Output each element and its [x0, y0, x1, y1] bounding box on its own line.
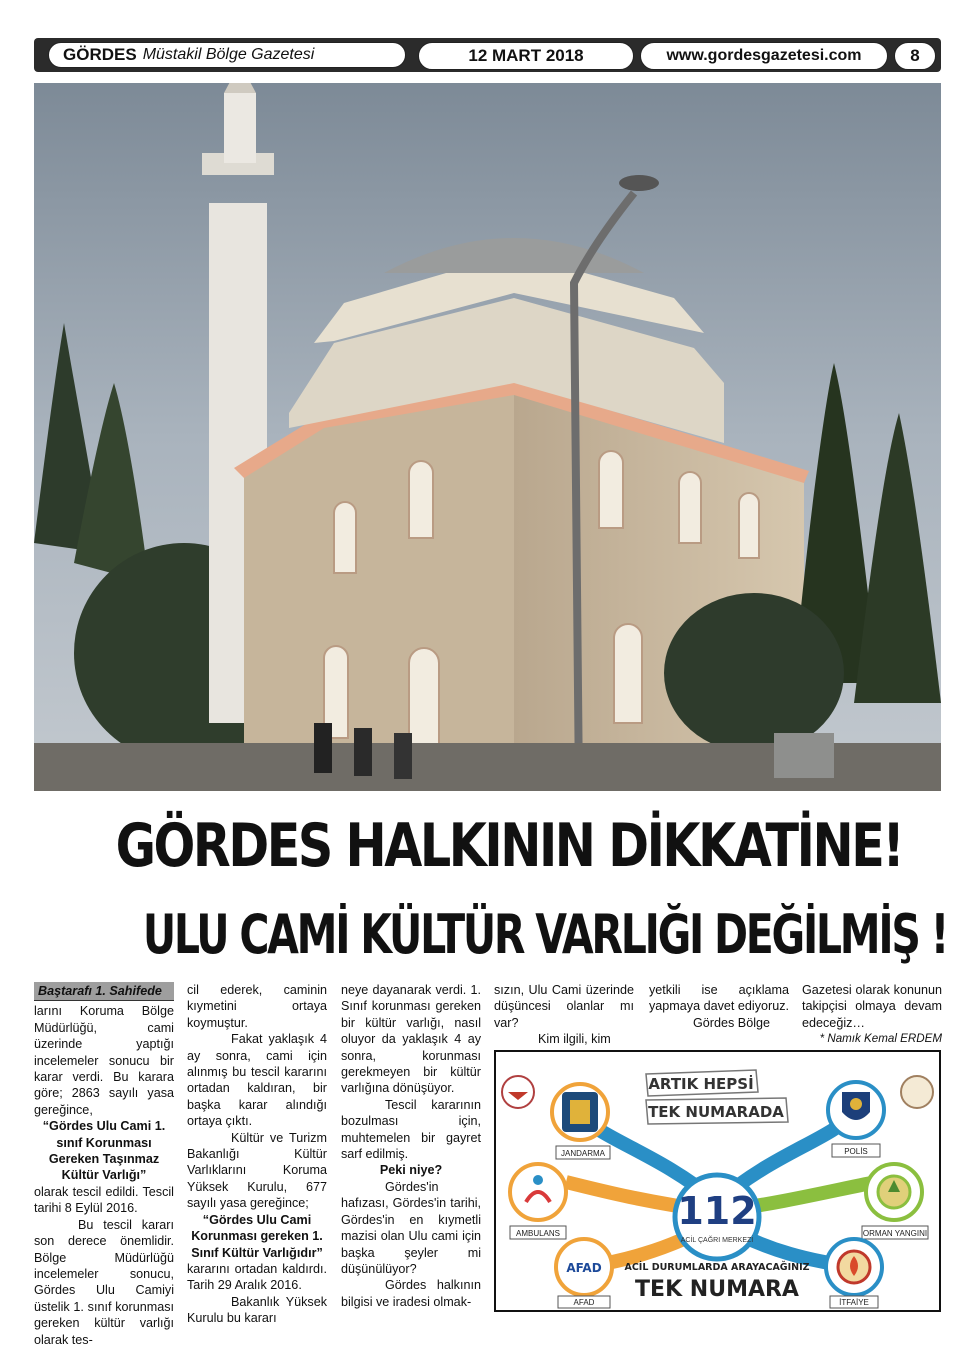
masthead-pill — [48, 42, 406, 68]
article-paragraph: Kim ilgili, kim — [538, 1032, 611, 1047]
article-paragraph: sızın, Ulu Cami üzerinde düşüncesi olanlar mı var? — [494, 983, 634, 1030]
service-label-afad: AFAD — [573, 1298, 595, 1307]
orman-yangini-badge — [866, 1164, 922, 1220]
polis-badge — [828, 1082, 884, 1138]
ad-112-number: 112 — [677, 1189, 757, 1233]
header-bar — [34, 38, 941, 72]
article-column-1 — [34, 982, 174, 1348]
afad-logo-text: AFAD — [566, 1261, 602, 1275]
article-paragraph: cil ederek, caminin kıymetini ortaya koymuştur. — [187, 983, 327, 1030]
headline-sub: ULU CAMİ KÜLTÜR VARLIĞI DEĞİLMİŞ ! — [142, 903, 948, 966]
article-paragraph: Gördes Bölge — [693, 1015, 771, 1030]
ambulans-badge — [510, 1164, 566, 1220]
article-emphasis: “Gördes Ulu Cami Korunması gereken 1. Sınıf Kültür Varlığıdır” — [191, 1212, 323, 1260]
service-label-jandarma: JANDARMA — [560, 1149, 606, 1158]
article-paragraph: Bu tescil kararı son derece önemlidir. Bölge Müdürlüğü incelemeler sonucu, Gördes Ulu Camiyi üstelik 1. sınıf korunması gereken kültür varlığı olarak tes- — [34, 1217, 174, 1347]
paper-subtitle: Müstakil Bölge Gazetesi — [142, 46, 315, 63]
ad-top-line2: TEK NUMARADA — [648, 1103, 784, 1121]
service-label-orman: ORMAN YANGINI — [862, 1229, 928, 1238]
article-column-3 — [341, 982, 481, 1310]
ad-bottom-line2: TEK NUMARA — [635, 1277, 799, 1302]
article-paragraph: Fakat yaklaşık 4 ay sonra, cami için alınmış bu tescil kararını ortadan kaldıran, bir başka karar alındığı ortaya çıktı. — [187, 1032, 327, 1129]
article-column-5 — [649, 982, 789, 1031]
article-column-4 — [494, 982, 634, 1048]
service-label-ambulans: AMBULANS — [515, 1229, 561, 1238]
mosque-photo — [34, 83, 941, 791]
page-number: 8 — [894, 42, 936, 70]
article-paragraph: Kültür ve Turizm Bakanlığı Kültür Varlıklarını Koruma Yüksek Kurulu, 677 sayılı yasa gereğince; — [187, 1130, 327, 1211]
ad-top-line1: ARTIK HEPSİ — [648, 1075, 754, 1093]
article-column-2 — [187, 982, 327, 1327]
article-paragraph: yetkili ise açıklama yapmaya davet ediyoruz. — [649, 983, 790, 1014]
author-signature: * Namık Kemal ERDEM — [819, 1032, 942, 1046]
service-label-itfaiye: İTFAİYE — [839, 1298, 869, 1307]
service-label-polis: POLİS — [844, 1147, 868, 1156]
article-emphasis: “Gördes Ulu Cami 1. sınıf Korunması Gereken Taşınmaz Kültür Varlığı” — [42, 1119, 166, 1183]
corner-logo-right — [901, 1076, 933, 1108]
article-paragraph: Gördes halkının bilgisi ve iradesi olmak- — [341, 1278, 481, 1309]
article-paragraph: larını Koruma Bölge Müdürlüğü, cami üzerinde yaptığı incelemeler sonucu bir karar verdi. Bu karara göre; 2863 sayılı yasa gereğince, — [34, 1004, 174, 1117]
emergency-112-advert — [494, 1050, 941, 1312]
article-paragraph: Bakanlık Yüksek Kurulu bu kararı — [187, 1294, 327, 1326]
article-paragraph: neye dayanarak verdi. 1. Sınıf korunması gereken bir kültür varlığı, nasıl oluyor da yaklaşık 4 ay sonra, korunması gerekmeyen bir kültür varlığına dönüşüyor. — [341, 983, 481, 1096]
issue-date: 12 MART 2018 — [418, 42, 634, 70]
website-link[interactable]: www.gordesgazetesi.com — [640, 42, 888, 70]
paper-name: GÖRDES — [63, 45, 137, 64]
article-paragraph: kararını ortadan kaldırdı. Tarih 29 Aralık 2016. — [187, 1261, 327, 1293]
article-paragraph: olarak tescil edildi. Tescil tarihi 8 Eylül 2016. — [34, 1184, 174, 1216]
ad-112-caption: ACİL ÇAĞRI MERKEZİ — [680, 1237, 754, 1244]
article-paragraph: Gazetesi olarak konunun takipçisi olmaya devam edeceğiz… — [802, 983, 942, 1030]
itfaiye-badge — [826, 1239, 882, 1295]
afad-badge — [556, 1239, 612, 1295]
continued-label: Baştarafı 1. Sahifede — [34, 982, 174, 1001]
article-paragraph: Tescil kararının bozulması için, muhtemelen bir gayret sarf edilmiş. — [341, 1097, 481, 1162]
ad-bottom-line1: ACİL DURUMLARDA ARAYACAĞINIZ — [624, 1262, 810, 1273]
article-column-6 — [802, 982, 942, 1048]
article-paragraph: Gördes'in hafızası, Gördes'in tarihi, Gördes'in en kıymetli mazisi olan Ulu cami için başka şeyler mi düşünülüyor? — [341, 1179, 481, 1276]
article-emphasis: Peki niye? — [379, 1163, 443, 1178]
jandarma-badge — [552, 1084, 608, 1140]
headline-main: GÖRDES HALKININ DİKKATİNE! — [115, 811, 903, 881]
